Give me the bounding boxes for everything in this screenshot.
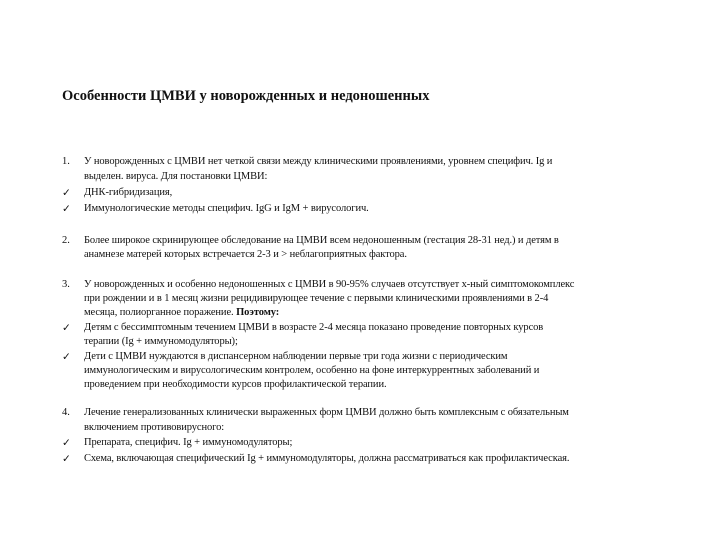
item-text: при рождении и в 1 месяц жизни рецидивирующее течение с первыми клиническими проявлениями в 2-4 — [84, 293, 549, 304]
item-text: выделен. вируса. Для постановки ЦМВИ: — [84, 171, 268, 182]
page-title: Особенности ЦМВИ у новорожденных и недоношенных — [62, 88, 430, 104]
bold-text: Поэтому: — [236, 307, 280, 318]
item-number: 3. — [62, 279, 70, 290]
bullet-text: иммунологическим и вирусологическим контролем, особенно на фоне интеркуррентных заболеваний и — [84, 365, 540, 376]
item-text: анамнезе матерей которых встречается 2-3 и > неблагоприятных фактора. — [84, 249, 407, 260]
item-text: включением противовирусного: — [84, 422, 225, 433]
bullet-text: проведением при необходимости курсов профилактической терапии. — [84, 379, 387, 390]
item-text: Лечение генерализованных клинически выраженных форм ЦМВИ должно быть комплексным с обязательным — [84, 407, 569, 418]
check-icon: ✓ — [62, 438, 71, 449]
check-icon: ✓ — [62, 323, 71, 334]
item-number: 4. — [62, 407, 70, 418]
item-text-part: месяца, полиорганное поражение. — [84, 307, 237, 318]
item-number: 1. — [62, 156, 70, 167]
bullet-text: ДНК-гибридизация, — [84, 187, 173, 198]
item-number: 2. — [62, 235, 70, 246]
bullet-text: Схема, включающая специфический Ig + иммуномодуляторы, должна рассматриваться как профилактическая. — [84, 453, 570, 464]
item-text: У новорожденных с ЦМВИ нет четкой связи между клиническими проявлениями, уровнем специфич. Ig и — [84, 156, 553, 167]
bullet-text: Детям с бессимптомным течением ЦМВИ в возрасте 2-4 месяца показано проведение повторных курсов — [84, 322, 544, 333]
item-text: У новорожденных и особенно недоношенных с ЦМВИ в 90-95% случаев отсутствует х-ный симптомокомплекс — [84, 279, 575, 290]
check-icon: ✓ — [62, 204, 71, 215]
check-icon: ✓ — [62, 454, 71, 465]
bullet-text: Иммунологические методы специфич. IgG и IgM + вирусологич. — [84, 203, 369, 214]
check-icon: ✓ — [62, 352, 71, 363]
check-icon: ✓ — [62, 188, 71, 199]
bullet-text: Дети с ЦМВИ нуждаются в диспансерном наблюдении первые три года жизни с периодическим — [84, 351, 508, 362]
bullet-text: терапии (Ig + иммуномодуляторы); — [84, 336, 238, 347]
item-text — [84, 307, 279, 318]
bullet-text: Препарата, специфич. Ig + иммуномодуляторы; — [84, 437, 293, 448]
item-text: Более широкое скринирующее обследование на ЦМВИ всем недоношенным (гестация 28-31 нед.) и детям в — [84, 235, 559, 246]
